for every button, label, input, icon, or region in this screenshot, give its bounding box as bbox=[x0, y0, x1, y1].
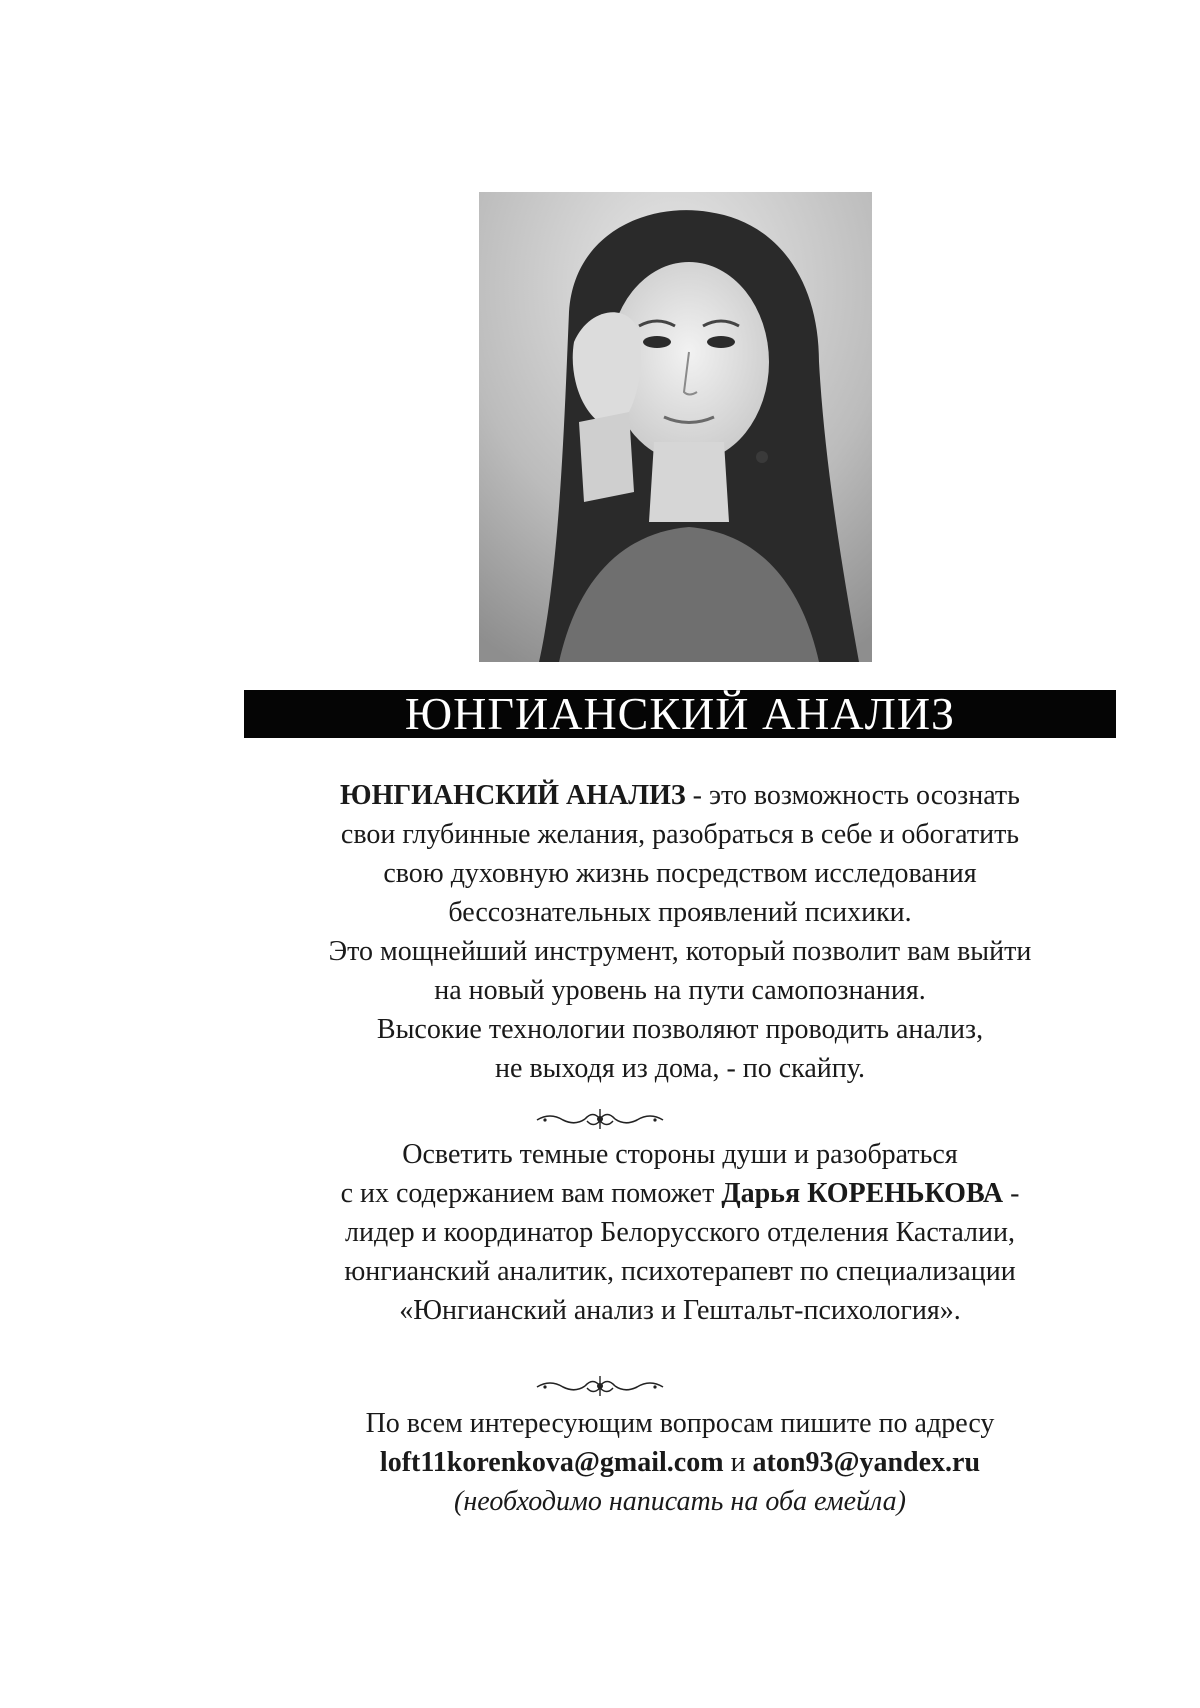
intro-line-7: Высокие технологии позволяют проводить анализ, bbox=[376, 1014, 984, 1045]
ornament-divider-icon bbox=[0, 1375, 1200, 1397]
intro-line-6: на новый уровень на пути самопознания. bbox=[434, 975, 926, 1006]
email-conjunction: и bbox=[723, 1447, 753, 1478]
contact-note: (необходимо написать на оба емейла) bbox=[454, 1486, 906, 1517]
intro-line-3: свою духовную жизнь посредством исследования bbox=[383, 858, 977, 889]
portrait-photo bbox=[479, 192, 872, 662]
ornament-divider-icon bbox=[0, 1108, 1200, 1130]
intro-line-5: Это мощнейший инструмент, который позволит вам выйти bbox=[328, 936, 1032, 967]
page-title: ЮНГИАНСКИЙ АНАЛИЗ bbox=[404, 688, 956, 739]
about-line-1: Осветить темные стороны души и разобраться bbox=[402, 1139, 958, 1170]
about-line-4: юнгианский аналитик, психотерапевт по специализации bbox=[344, 1256, 1016, 1287]
email-link-2[interactable]: aton93@yandex.ru bbox=[752, 1447, 981, 1478]
intro-line-2: свои глубинные желания, разобраться в себе и обогатить bbox=[340, 819, 1020, 850]
contact-paragraph bbox=[244, 1404, 1116, 1521]
about-line-2 bbox=[244, 1174, 1116, 1213]
intro-lead: ЮНГИАНСКИЙ АНАЛИЗ bbox=[340, 780, 686, 811]
intro-line-1-rest: - это возможность осознать bbox=[685, 780, 1020, 811]
contact-emails bbox=[244, 1443, 1116, 1482]
email-link-1[interactable]: loft11korenkova@gmail.com bbox=[379, 1447, 724, 1478]
contact-line-1: По всем интересующим вопросам пишите по адресу bbox=[365, 1408, 995, 1439]
intro-line-8: не выходя из дома, - по скайпу. bbox=[495, 1053, 865, 1084]
title-banner bbox=[244, 690, 1116, 738]
about-line-2-prefix: с их содержанием вам поможет bbox=[340, 1178, 722, 1209]
about-line-2-suffix: - bbox=[1003, 1178, 1020, 1209]
author-name: Дарья КОРЕНЬКОВА bbox=[721, 1178, 1004, 1209]
about-line-5: «Юнгианский анализ и Гештальт-психология». bbox=[399, 1295, 961, 1326]
about-paragraph bbox=[244, 1135, 1116, 1330]
intro-line-4: бессознательных проявлений психики. bbox=[448, 897, 912, 928]
intro-paragraph bbox=[244, 776, 1116, 1088]
about-line-3: лидер и координатор Белорусского отделения Касталии, bbox=[345, 1217, 1015, 1248]
intro-line-1 bbox=[244, 776, 1116, 815]
